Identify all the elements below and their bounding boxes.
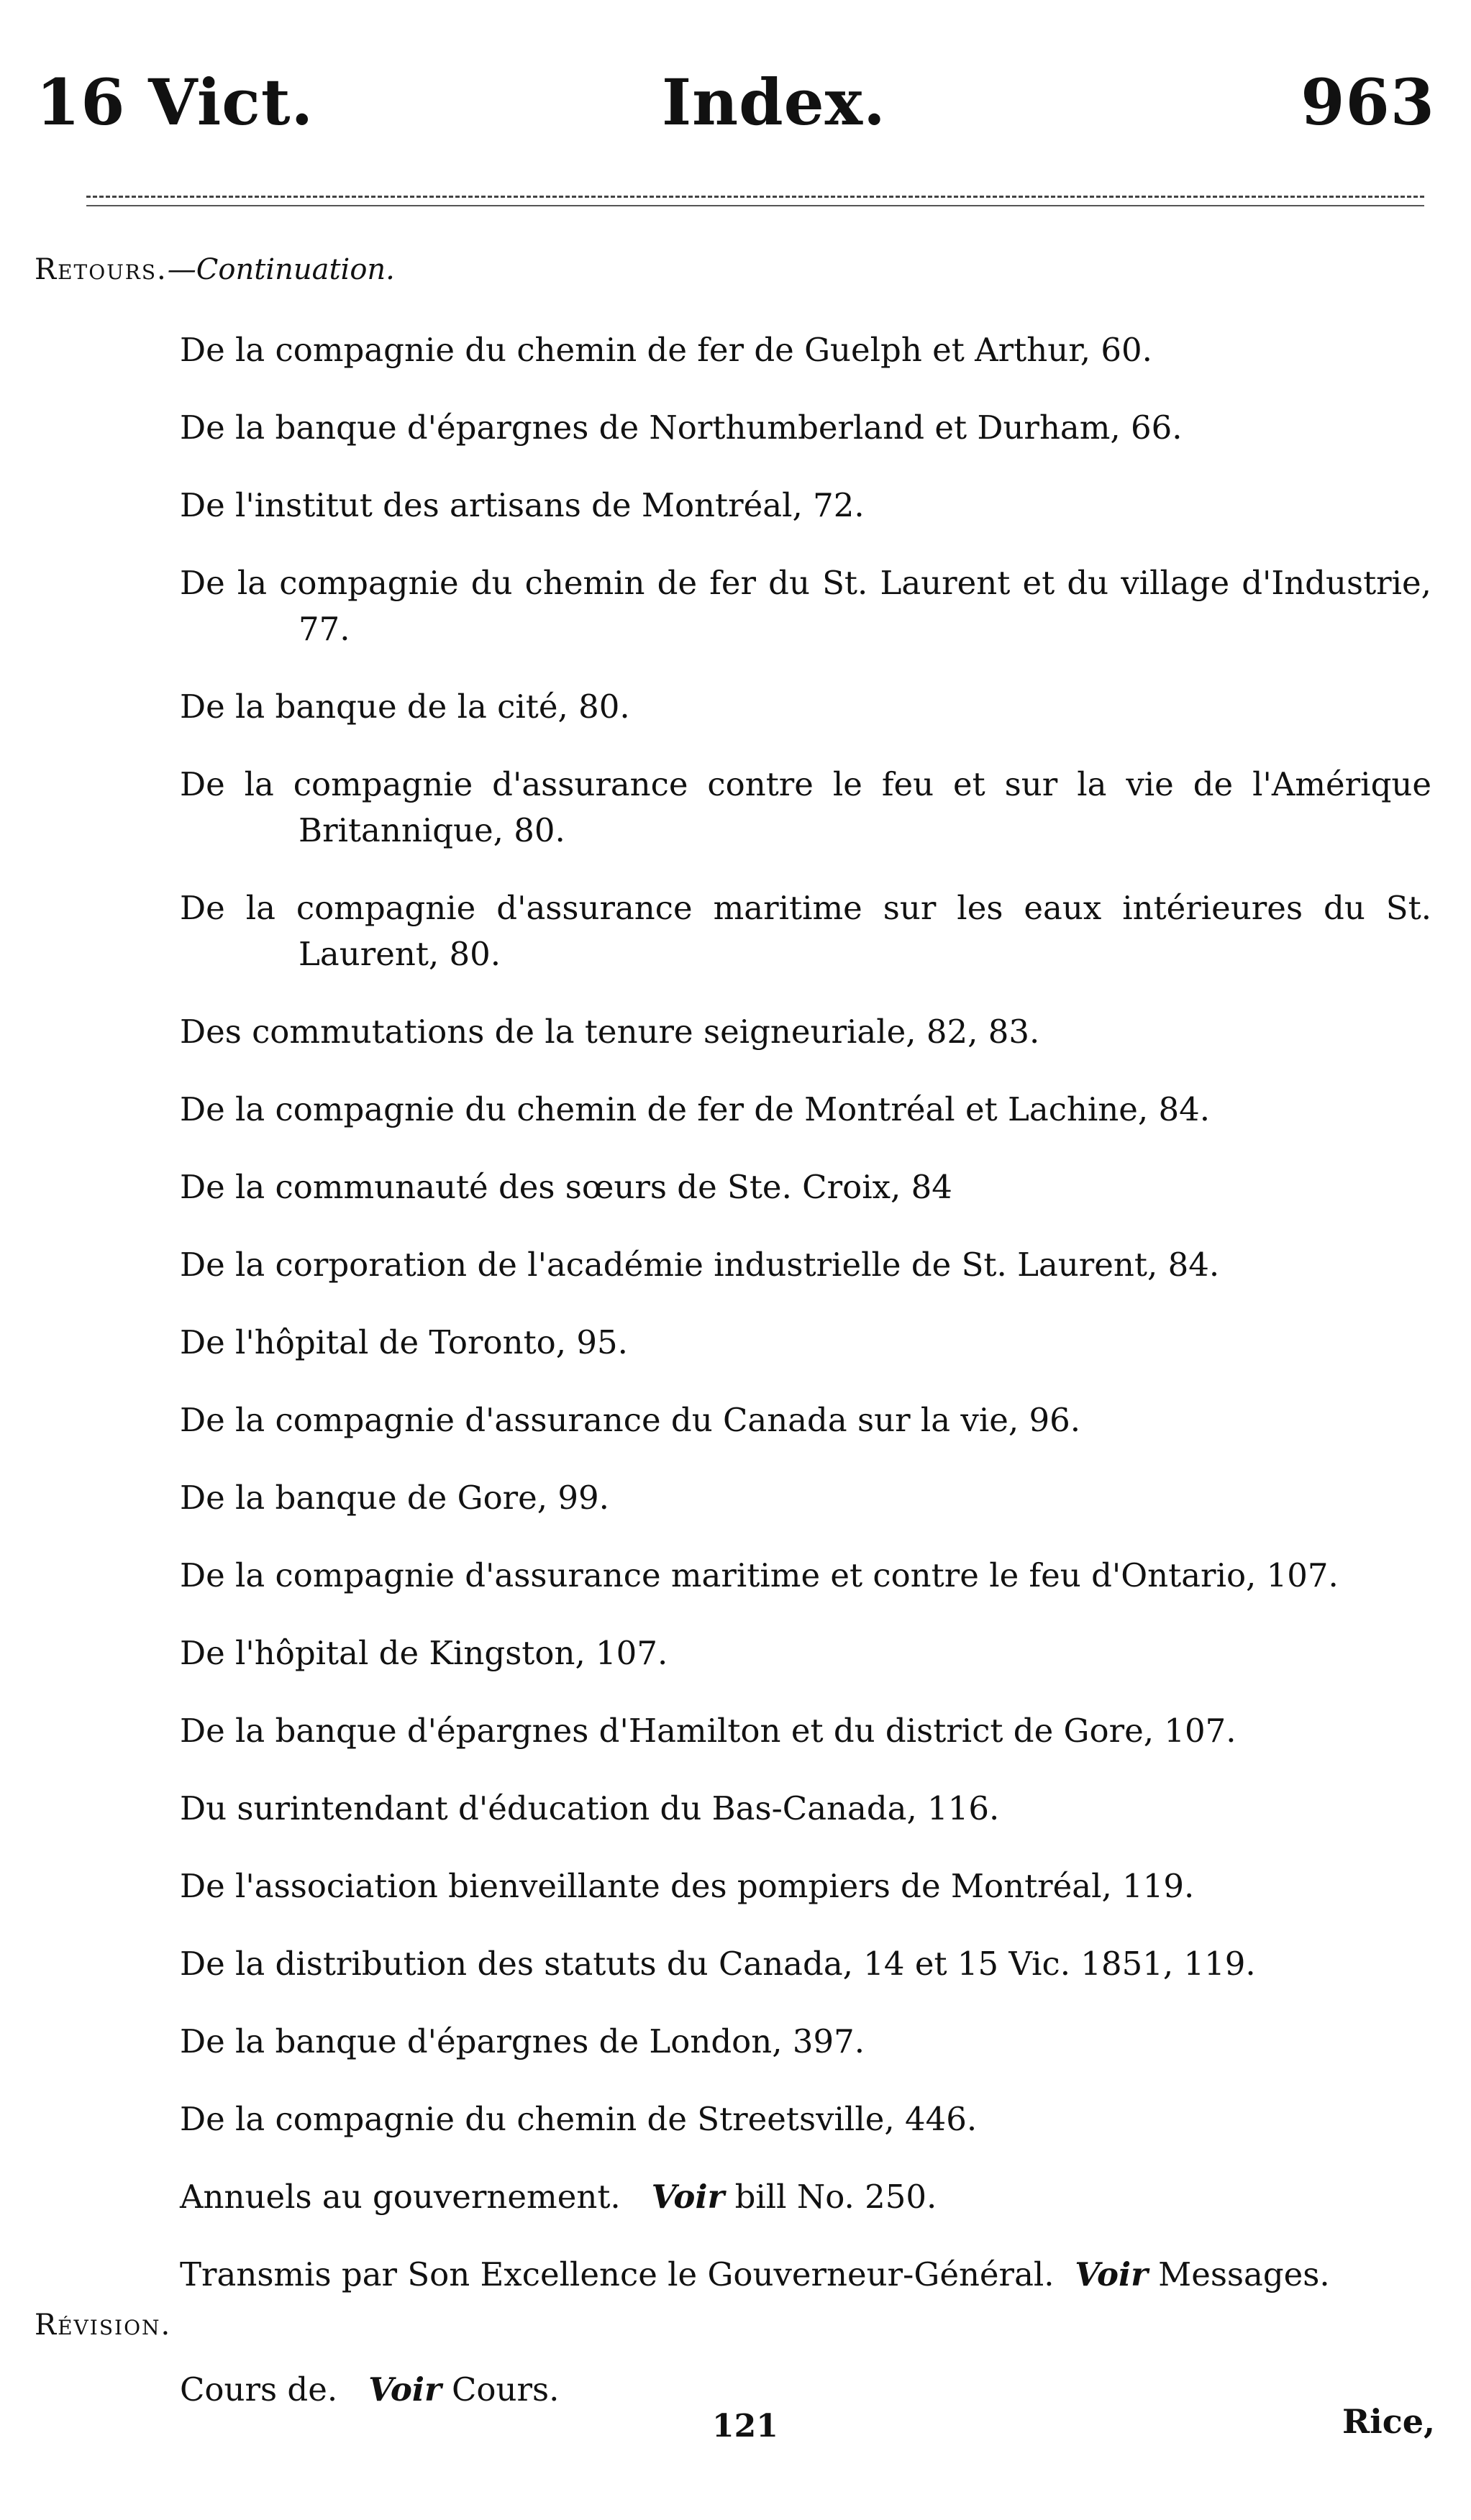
cours-target: Cours. xyxy=(452,2370,560,2409)
index-entry: De la distribution des statuts du Canada, 14 et 15 Vic. 1851, 119. xyxy=(180,1945,1256,1983)
index-entry: De la compagnie du chemin de fer du St. Laurent et du village d'Industrie, 77. xyxy=(180,564,1431,648)
index-entry: De l'institut des artisans de Montréal, 72. xyxy=(180,486,865,524)
index-entry: De la compagnie du chemin de fer de Guelph et Arthur, 60. xyxy=(180,331,1152,369)
voir-reference: Voir xyxy=(368,2370,442,2409)
index-entries xyxy=(180,327,1431,2329)
catchword: Rice, xyxy=(1342,2402,1435,2441)
voir-reference: Voir xyxy=(651,2178,725,2216)
index-entry: De la compagnie d'assurance du Canada sur la vie, 96. xyxy=(180,1401,1081,1439)
index-entry: Du surintendant d'éducation du Bas-Canada, 116. xyxy=(180,1789,1000,1827)
signature-mark: 121 xyxy=(712,2408,778,2444)
index-entry: De la compagnie d'assurance maritime et contre le feu d'Ontario, 107. xyxy=(180,1556,1339,1594)
index-entry-transmis xyxy=(180,2252,1431,2298)
index-entry: De l'association bienveillante des pompiers de Montréal, 119. xyxy=(180,1867,1195,1905)
page-header xyxy=(0,29,1471,151)
annuels-target: bill No. 250. xyxy=(734,2178,937,2216)
header-volume: 16 Vict. xyxy=(36,65,314,140)
header-page-number: 963 xyxy=(1301,65,1435,140)
section-continuation: —Continuation. xyxy=(167,253,395,286)
index-entry: De la banque de Gore, 99. xyxy=(180,1479,609,1517)
annuels-text: Annuels au gouvernement. xyxy=(180,2178,621,2216)
section-heading-retours xyxy=(35,253,395,286)
section-heading-revision xyxy=(35,2309,171,2342)
voir-reference: Voir xyxy=(1075,2255,1148,2293)
index-entry: De la banque d'épargnes de Northumberland et Durham, 66. xyxy=(180,408,1183,447)
index-entry: De la banque d'épargnes d'Hamilton et du district de Gore, 107. xyxy=(180,1712,1237,1750)
cours-text: Cours de. xyxy=(180,2370,338,2409)
header-title: Index. xyxy=(662,65,886,140)
index-entry: De la compagnie d'assurance contre le feu et sur la vie de l'Amérique Britannique, 80. xyxy=(180,765,1431,849)
index-entry: De la compagnie d'assurance maritime sur les eaux intérieures du St. Laurent, 80. xyxy=(180,889,1431,973)
index-entry: De la banque de la cité, 80. xyxy=(180,688,630,726)
index-entry: De la compagnie du chemin de fer de Montréal et Lachine, 84. xyxy=(180,1090,1211,1128)
index-entry: De la communauté des sœurs de Ste. Croix, 84 xyxy=(180,1168,952,1206)
section-title: Retours. xyxy=(35,253,168,286)
transmis-target: Messages. xyxy=(1158,2255,1330,2293)
index-entry: De la banque d'épargnes de London, 397. xyxy=(180,2022,865,2060)
index-entry: Des commutations de la tenure seigneuriale, 82, 83. xyxy=(180,1013,1040,1051)
header-rule-solid xyxy=(86,205,1424,206)
index-entry: De la compagnie du chemin de Streetsville, 446. xyxy=(180,2100,978,2138)
header-rule-dashed xyxy=(86,196,1424,198)
index-entry-annuels xyxy=(180,2174,1431,2220)
index-entry: De l'hôpital de Kingston, 107. xyxy=(180,1634,668,1672)
transmis-text: Transmis par Son Excellence le Gouverneur-Général. xyxy=(180,2255,1055,2293)
index-entry: De la corporation de l'académie industrielle de St. Laurent, 84. xyxy=(180,1246,1220,1284)
index-entry: De l'hôpital de Toronto, 95. xyxy=(180,1323,628,1361)
index-entry-cours xyxy=(180,2370,559,2409)
section-title: Révision. xyxy=(35,2309,172,2342)
